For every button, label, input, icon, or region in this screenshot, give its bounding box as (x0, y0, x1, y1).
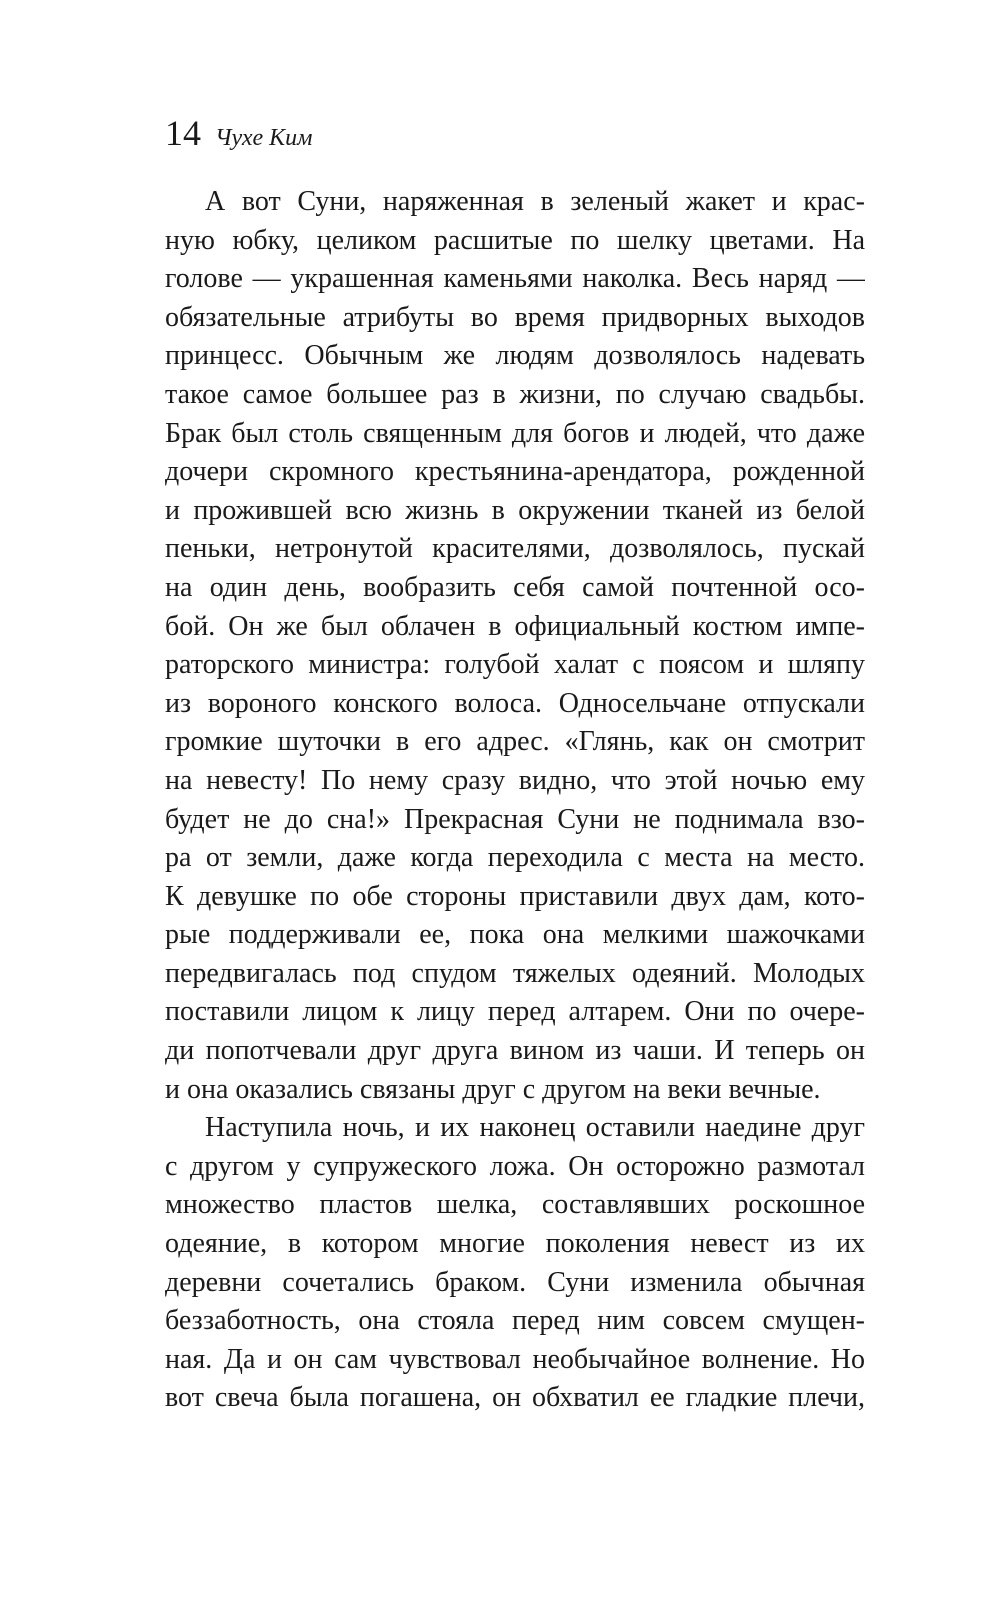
text-line: передвигалась под спудом тяжелых одеяний. Молодых (165, 957, 865, 989)
running-head-author: Чухе Ким (215, 125, 313, 151)
text-line: на один день, вообразить себя самой почтенной осо- (165, 571, 865, 603)
text-line: Наступила ночь, и их наконец оставили наедине друг (205, 1112, 865, 1144)
text-line: и она оказались связаны друг с другом на веки вечные. (165, 1073, 821, 1105)
text-line: на невесту! По нему сразу видно, что этой ночью ему (165, 764, 865, 796)
text-line: такое самое большее раз в жизни, по случаю свадьбы. (165, 378, 865, 410)
text-line: Брак был столь священным для богов и людей, что даже (165, 417, 865, 449)
text-line: одеяние, в котором многие поколения невест из их (165, 1228, 865, 1260)
text-line: и прожившей всю жизнь в окружении тканей из белой (165, 494, 865, 526)
body-text (165, 183, 865, 1418)
text-line: ную юбку, целиком расшитые по шелку цветами. На (165, 224, 865, 256)
text-line: рые поддерживали ее, пока она мелкими шажочками (165, 919, 865, 951)
text-line: принцесс. Обычным же людям дозволялось надевать (165, 340, 865, 372)
text-line: беззаботность, она стояла перед ним совсем смущен- (165, 1305, 865, 1337)
text-line: будет не до сна!» Прекрасная Суни не поднимала взо- (165, 803, 865, 835)
text-line: вот свеча была погашена, он обхватил ее гладкие плечи, (165, 1382, 865, 1414)
text-line: поставили лицом к лицу перед алтарем. Они по очере- (165, 996, 865, 1028)
text-line: бой. Он же был облачен в официальный костюм импе- (165, 610, 865, 642)
text-line: ди попотчевали друг друга вином из чаши. И теперь он (165, 1035, 865, 1067)
text-line: обязательные атрибуты во время придворных выходов (165, 301, 865, 333)
text-line: с другом у супружеского ложа. Он осторожно размотал (165, 1150, 865, 1182)
text-line: из вороного конского волоса. Односельчане отпускали (165, 687, 865, 719)
text-line: громкие шуточки в его адрес. «Глянь, как он смотрит (165, 726, 865, 758)
text-line: пеньки, нетронутой красителями, дозволялось, пускай (165, 533, 865, 565)
text-line: голове — украшенная каменьями наколка. Весь наряд — (165, 263, 865, 295)
page-number: 14 (165, 113, 201, 153)
running-head (165, 112, 312, 154)
text-line: А вот Суни, наряженная в зеленый жакет и крас- (205, 186, 865, 217)
text-line: К девушке по обе стороны приставили двух дам, кото- (165, 880, 865, 912)
text-line: ная. Да и он сам чувствовал необычайное волнение. Но (165, 1343, 865, 1375)
text-line: раторского министра: голубой халат с поясом и шляпу (165, 649, 865, 681)
text-line: деревни сочетались браком. Суни изменила обычная (165, 1266, 865, 1298)
text-line: дочери скромного крестьянина-арендатора, рожденной (165, 456, 865, 488)
text-line: множество пластов шелка, составлявших роскошное (165, 1189, 865, 1221)
text-line: ра от земли, даже когда переходила с места на место. (165, 842, 865, 874)
